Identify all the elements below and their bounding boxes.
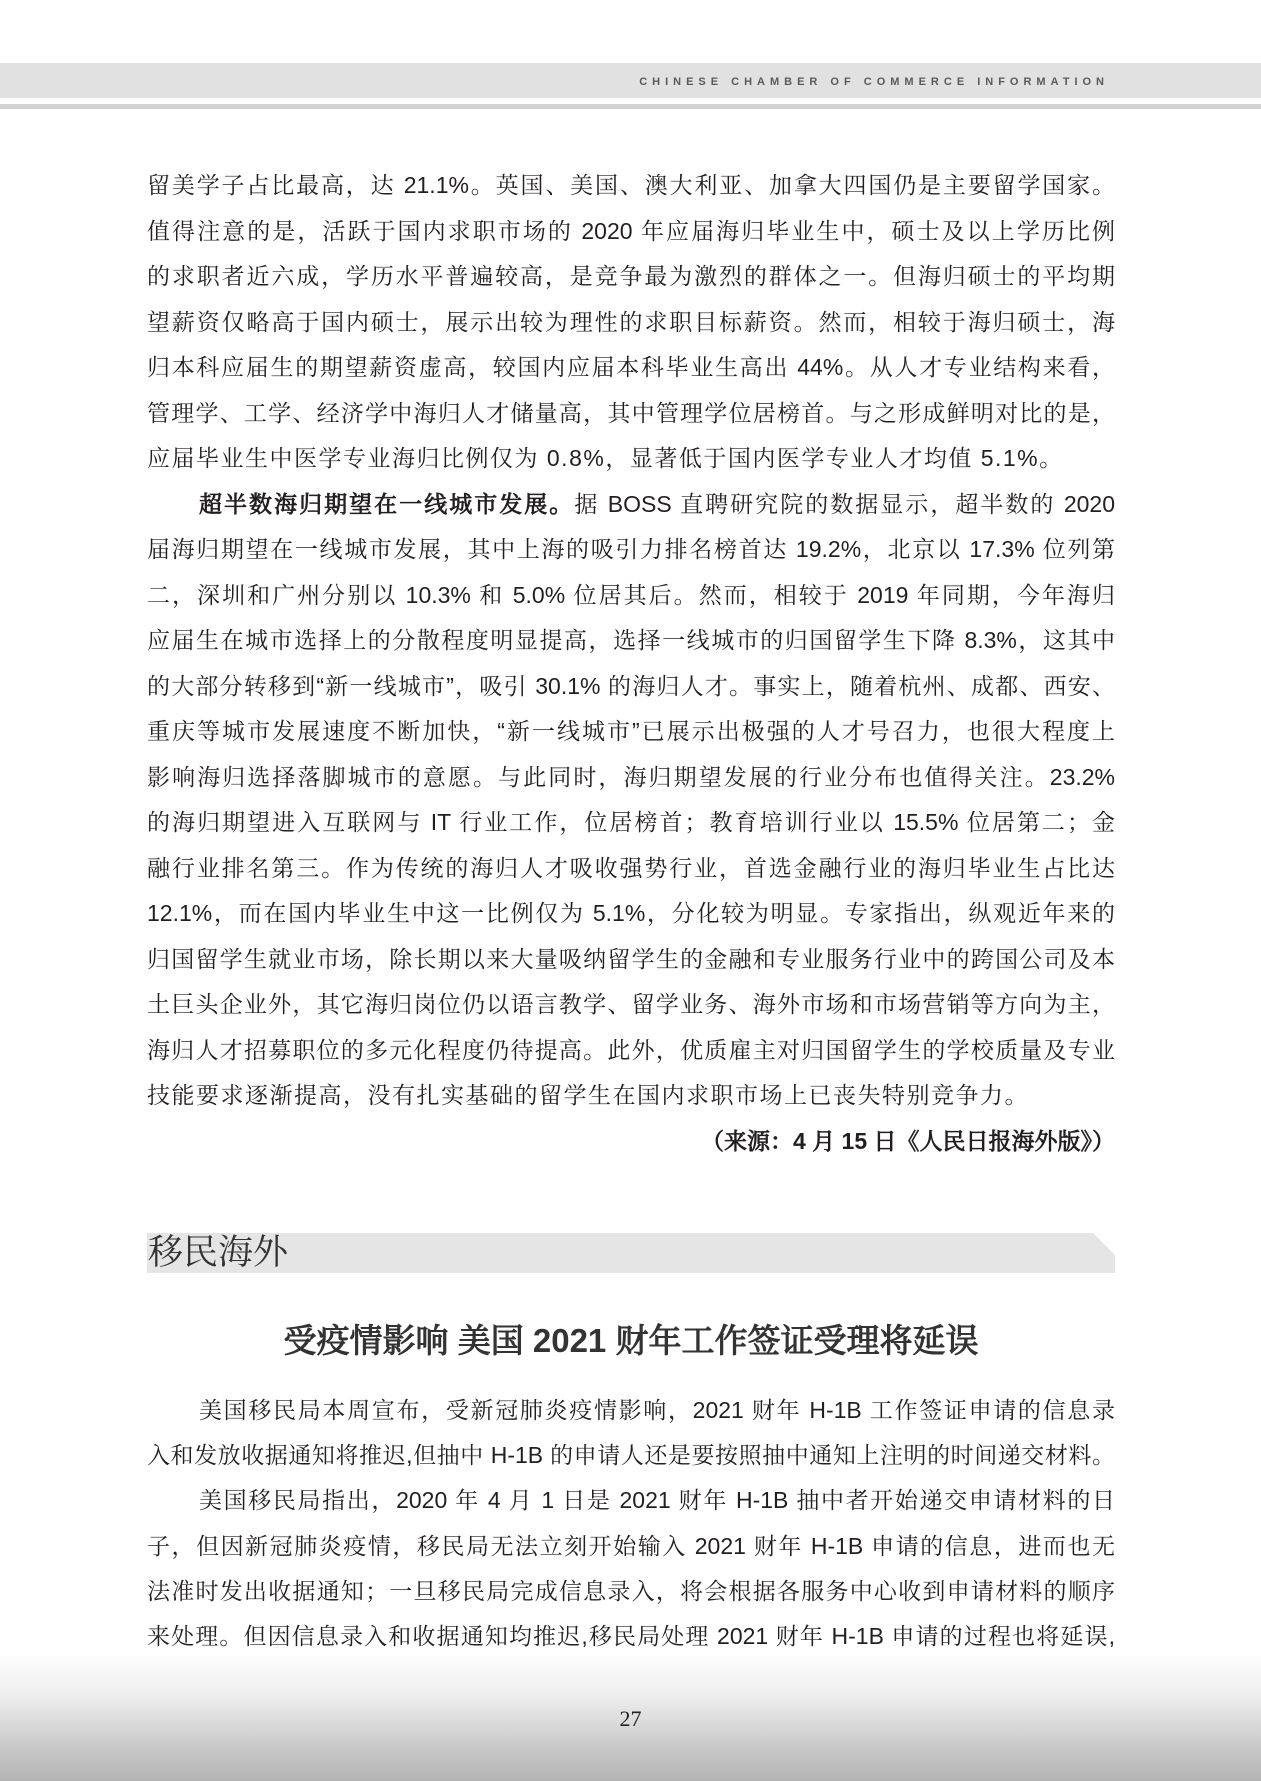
text-line: 技能要求逐渐提高，没有扎实基础的留学生在国内求职市场上已丧失特别竞争力。 — [147, 1082, 1029, 1108]
masthead-rule — [0, 104, 1261, 109]
text-line: 12.1%，而在国内毕业生中这一比例仅为 5.1%，分化较为明显。专家指出，纵观近年来的 — [147, 900, 1115, 926]
text-line: 的海归期望进入互联网与 IT 行业工作，位居榜首；教育培训行业以 15.5% 位居第二；金 — [147, 809, 1115, 835]
text-line: 子，但因新冠肺炎疫情，移民局无法立刻开始输入 2021 财年 H-1B 申请的信息，进而也无 — [147, 1532, 1115, 1559]
text-line-content: 据 BOSS 直聘研究院的数据显示，超半数的 2020 — [574, 490, 1116, 517]
masthead-title: CHINESE CHAMBER OF COMMERCE INFORMATION — [639, 76, 1109, 88]
text-line: 海归人才招募职位的多元化程度仍待提高。此外，优质雇主对归国留学生的学校质量及专业 — [147, 1036, 1115, 1063]
paragraph — [147, 1478, 1115, 1659]
text-line: 来处理。但因信息录入和收据通知均推迟,移民局处理 2021 财年 H-1B 申请的过程也将延误, — [147, 1622, 1115, 1649]
text-line: 的求职者近六成，学历水平普遍较高，是竞争最为激烈的群体之一。但海归硕士的平均期 — [147, 263, 1115, 289]
text-line: 望薪资仅略高于国内硕士，展示出较为理性的求职目标薪资。然而，相较于海归硕士，海 — [147, 308, 1115, 335]
text-line: 应届生在城市选择上的分散程度明显提高，选择一线城市的归国留学生下降 8.3%，这其中 — [147, 627, 1115, 653]
text-line: 值得注意的是，活跃于国内求职市场的 2020 年应届海归毕业生中，硕士及以上学历比例 — [147, 217, 1115, 244]
paragraph-lead-heading: 超半数海归期望在一线城市发展。 — [199, 490, 575, 517]
section-header-band — [147, 1233, 1115, 1273]
text-line: 二，深圳和广州分别以 10.3% 和 5.0% 位居其后。然而，相较于 2019 年同期，今年海归 — [147, 581, 1115, 608]
text-line: 归本科应届生的期望薪资虚高，较国内应届本科毕业生高出 44%。从人才专业结构来看， — [147, 354, 1115, 380]
page-number: 27 — [619, 1706, 642, 1731]
text-line: 应届毕业生中医学专业海归比例仅为 0.8%，显著低于国内医学专业人才均值 5.1%。 — [147, 445, 1064, 471]
text-line: 留美学子占比最高，达 21.1%。英国、美国、澳大利亚、加拿大四国仍是主要留学国家。 — [147, 172, 1115, 198]
text-line: 重庆等城市发展速度不断加快，“新一线城市”已展示出极强的人才号召力，也很大程度上 — [147, 718, 1115, 744]
text-line: 归国留学生就业市场，除长期以来大量吸纳留学生的金融和专业服务行业中的跨国公司及本 — [147, 945, 1115, 972]
text-line — [147, 482, 1115, 528]
text-line: 影响海归选择落脚城市的意愿。与此同时，海归期望发展的行业分布也值得关注。23.2% — [147, 763, 1115, 790]
text-line: 届海归期望在一线城市发展，其中上海的吸引力排名榜首达 19.2%，北京以 17.3% 位列第 — [147, 536, 1115, 562]
text-line: 的大部分转移到“新一线城市”，吸引 30.1% 的海归人才。事实上，随着杭州、成都、西安、 — [147, 672, 1115, 699]
text-line: 法准时发出收据通知；一旦移民局完成信息录入，将会根据各服务中心收到申请材料的顺序 — [147, 1577, 1115, 1604]
source-citation: （来源：4 月 15 日《人民日报海外版》） — [700, 1127, 1115, 1154]
text-line: 土巨头企业外，其它海归岗位仍以语言教学、留学业务、海外市场和市场营销等方向为主， — [147, 991, 1115, 1017]
paragraph — [147, 1388, 1115, 1478]
text-line: 美国移民局指出，2020 年 4 月 1 日是 2021 财年 H-1B 抽中者开始递交申请材料的日 — [199, 1487, 1115, 1514]
text-line: 入和发放收据通知将推迟,但抽中 H-1B 的申请人还是要按照抽中通知上注明的时间递交材料。 — [147, 1442, 1115, 1469]
text-line: 美国移民局本周宣布，受新冠肺炎疫情影响，2021 财年 H-1B 工作签证申请的信息录 — [199, 1397, 1115, 1423]
section-title: 移民海外 — [148, 1233, 289, 1273]
text-line: 管理学、工学、经济学中海归人才储量高，其中管理学位居榜首。与之形成鲜明对比的是， — [147, 399, 1115, 426]
article-body — [147, 1388, 1115, 1659]
paragraph — [147, 482, 1115, 1119]
paragraph — [147, 163, 1115, 482]
article-body — [147, 163, 1115, 1164]
article-title: 受疫情影响 美国 2021 财年工作签证受理将延误 — [283, 1322, 979, 1359]
text-line: 融行业排名第三。作为传统的海归人才吸收强势行业，首选金融行业的海归毕业生占比达 — [147, 854, 1115, 881]
